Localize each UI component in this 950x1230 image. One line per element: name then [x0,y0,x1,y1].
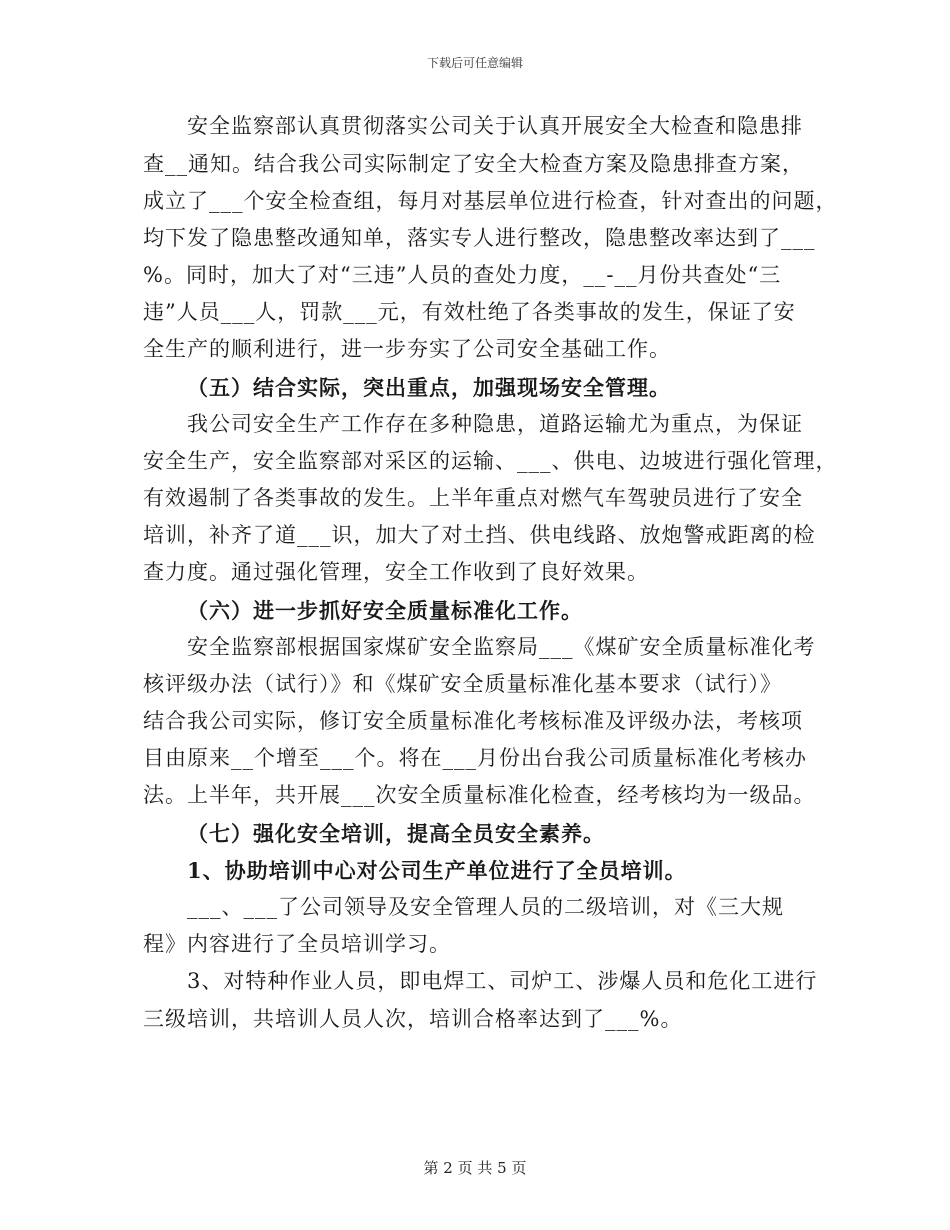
paragraph-line: 安全监察部认真贯彻落实公司关于认真开展安全大检查和隐患排 [187,114,803,138]
paragraph-line: 成立了___个安全检查组，每月对基层单位进行检查，针对查出的问题， [143,189,838,213]
paragraph-line: 核评级办法（试行）》和《煤矿安全质量标准化基本要求（试行）》 [143,672,782,696]
paragraph-line: 结合我公司实际，修订安全质量标准化考核标准及评级办法，考核项 [143,709,803,733]
paragraph-line: 有效遏制了各类事故的发生。上半年重点对燃气车驾驶员进行了安全 [143,486,803,510]
paragraph-line: 安全监察部根据国家煤矿安全监察局___《煤矿安全质量标准化考 [187,635,816,659]
section-heading: （五）结合实际，突出重点，加强现场安全管理。 [187,375,671,400]
paragraph-line: 查__通知。结合我公司实际制定了安全大检查方案及隐患排查方案， [143,152,804,176]
paragraph-line: 培训，补齐了道___识，加大了对土挡、供电线路、放炮警戒距离的检 [143,523,816,547]
paragraph-line: 安全生产，安全监察部对采区的运输、___、供电、边坡进行强化管理， [143,449,838,473]
paragraph-line: 法。上半年，共开展___次安全质量标准化检查，经考核均为一级品。 [143,783,816,807]
section-heading: （六）进一步抓好安全质量标准化工作。 [187,598,583,623]
paragraph-line: 三级培训，共培训人员人次，培训合格率达到了___%。 [143,1007,683,1031]
paragraph-line: 程》内容进行了全员培训学习。 [143,932,451,956]
paragraph-line: ___、___了公司领导及安全管理人员的二级培训，对《三大规 [187,895,784,919]
page-footer: 第 2 页 共 5 页 [423,1159,527,1177]
page-header: 下载后可任意编辑 [426,56,523,70]
paragraph-line: 查力度。通过强化管理，安全工作收到了良好效果。 [143,560,649,584]
section-heading: （七）强化安全培训，提高全员安全素养。 [187,821,605,846]
section-heading: 1、协助培训中心对公司生产单位进行了全员培训。 [187,858,687,883]
paragraph-line: 违”人员___人，罚款___元，有效杜绝了各类事故的发生，保证了安 [143,300,796,324]
paragraph-line: 我公司安全生产工作存在多种隐患，道路运输尤为重点，为保证 [187,412,803,436]
paragraph-line: %。同时，加大了对“三违”人员的查处力度，__-__月份共查处“三 [143,263,782,287]
paragraph-line: 3、对特种作业人员，即电焊工、司炉工、涉爆人员和危化工进行 [187,969,818,993]
paragraph-line: 目由原来__个增至___个。将在___月份出台我公司质量标准化考核办 [143,746,807,770]
paragraph-line: 均下发了隐患整改通知单，落实专人进行整改，隐患整改率达到了___ [143,226,816,250]
paragraph-line: 全生产的顺利进行，进一步夯实了公司安全基础工作。 [143,337,671,361]
